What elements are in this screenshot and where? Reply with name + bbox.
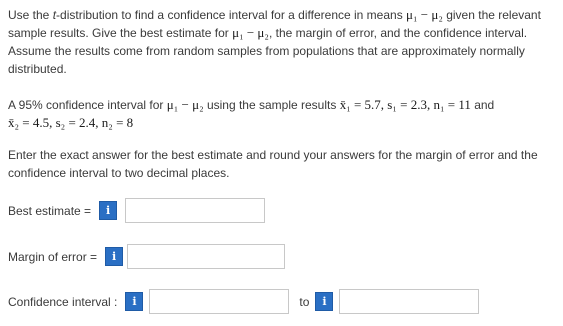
confidence-interval-row <box>8 289 479 314</box>
best-estimate-row <box>8 198 265 223</box>
to-label: to <box>299 294 310 309</box>
sample-results-group-1: x̄₁ = 5.7, s₁ = 2.3, n₁ = 11 <box>339 97 471 112</box>
problem-paragraph-2 <box>8 96 558 132</box>
sample-results-group-2: x̄₂ = 4.5, s₂ = 2.4, n₂ = 8 <box>8 115 134 130</box>
ci-text-2: using the sample results <box>203 98 340 112</box>
margin-row <box>8 244 285 269</box>
intro-text-3: given the relevant sample results. Give the best estimate for <box>8 8 541 40</box>
intro-text-4: , the margin of error, and the confidence interval. Assume the results come from random samples from populations that are approximately normally distributed. <box>8 26 528 76</box>
difference-of-means-expr: μ₁ − μ₂ <box>406 7 443 22</box>
ci-text: A 95% confidence interval for <box>8 98 167 112</box>
difference-of-means-expr-3: μ₁ − μ₂ <box>166 97 204 112</box>
info-icon[interactable]: i <box>99 201 117 220</box>
problem-paragraph-1 <box>8 6 558 78</box>
instructions-paragraph: Enter the exact answer for the best estimate and round your answers for the margin of error and the confidence interval to two decimal places. <box>8 148 538 180</box>
margin-of-error-label: Margin of error = <box>8 249 98 264</box>
info-icon[interactable]: i <box>315 292 333 311</box>
margin-of-error-input[interactable] <box>127 244 285 269</box>
ci-text-3: and <box>470 98 495 112</box>
best-estimate-label: Best estimate = <box>8 203 92 218</box>
difference-of-means-expr-2: μ₁ − μ₂ <box>232 25 269 40</box>
intro-text: Use the <box>8 8 53 22</box>
t-symbol: t <box>52 8 57 22</box>
info-icon[interactable]: i <box>125 292 143 311</box>
ci-lower-input[interactable] <box>149 289 289 314</box>
info-icon[interactable]: i <box>105 247 123 266</box>
intro-text-2: -distribution to find a confidence interval for a difference in means <box>56 8 407 22</box>
confidence-interval-label: Confidence interval : <box>8 294 118 309</box>
ci-upper-input[interactable] <box>339 289 479 314</box>
best-estimate-input[interactable] <box>125 198 265 223</box>
